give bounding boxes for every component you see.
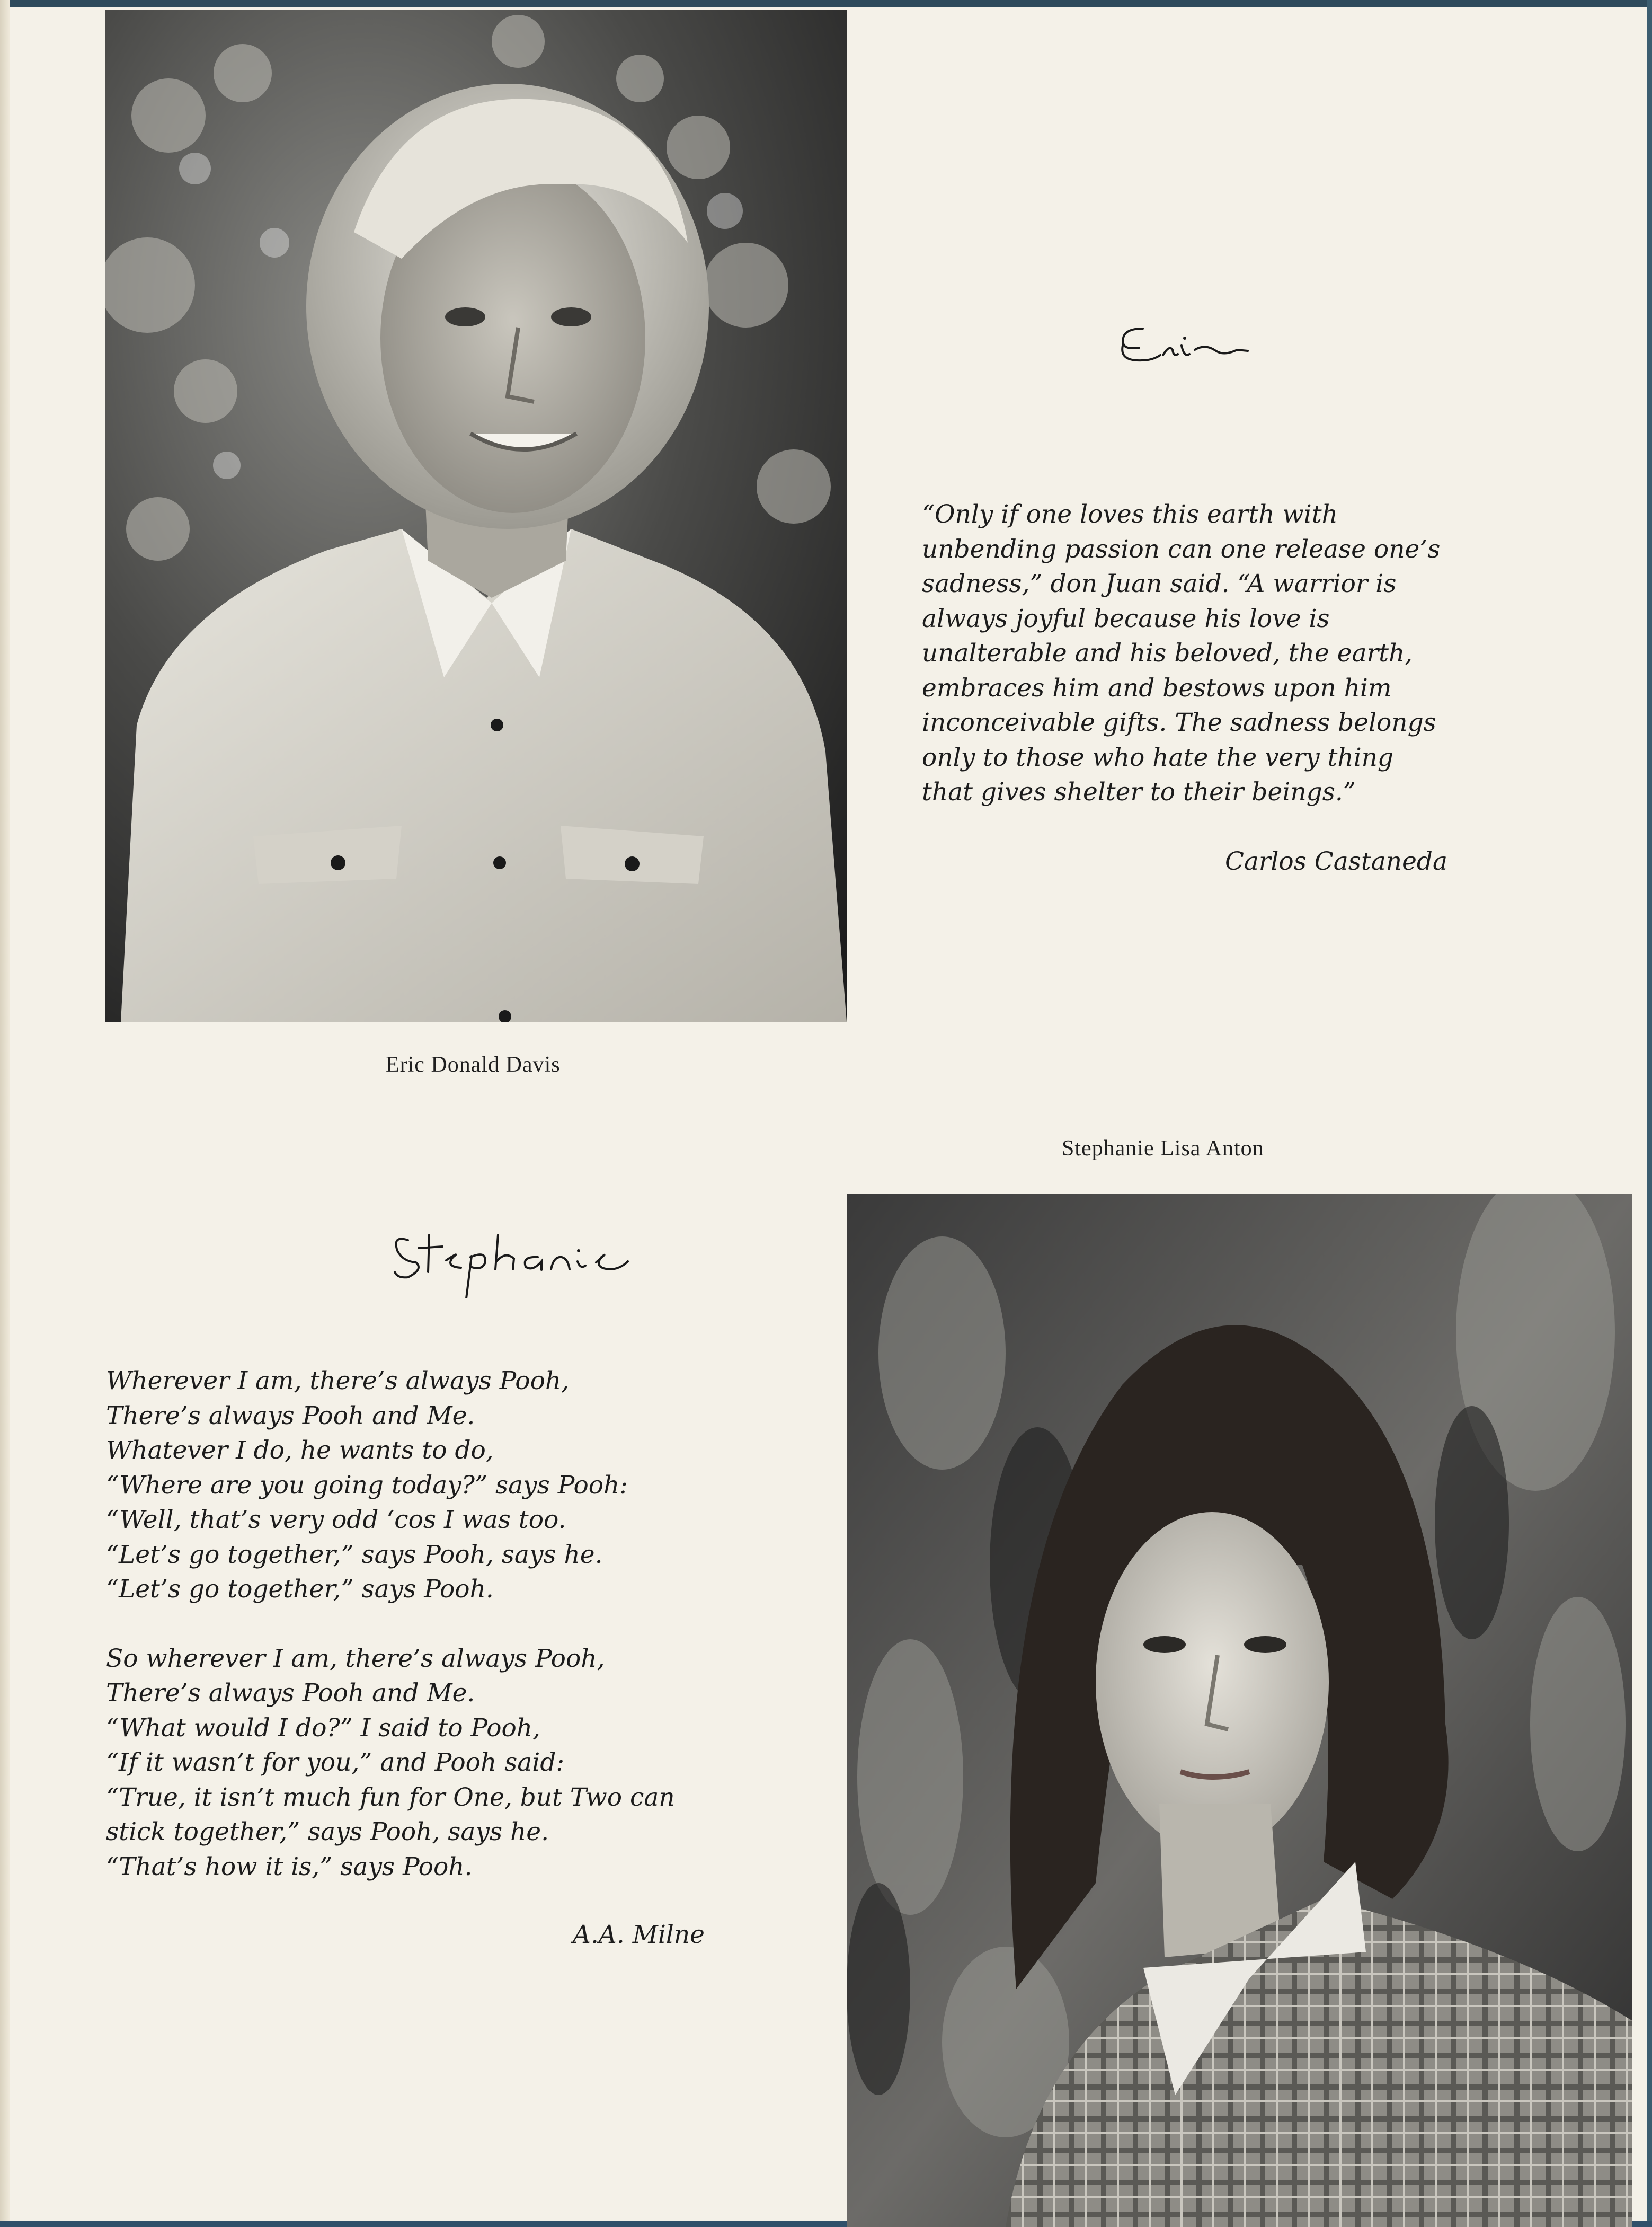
poem-line: “If it wasn’t for you,” and Pooh said: [106, 1748, 565, 1777]
poem-line: “True, it isn’t much fun for One, but Two can [106, 1782, 675, 1812]
eric-quote-attribution: Carlos Castaneda [1224, 847, 1447, 876]
poem-line: “Let’s go together,” says Pooh, says he. [106, 1540, 603, 1569]
poem-line: “That’s how it is,” says Pooh. [106, 1852, 473, 1881]
poem-line: There’s always Pooh and Me. [106, 1678, 475, 1708]
poem-line: There’s always Pooh and Me. [106, 1401, 475, 1430]
poem-line: Wherever I am, there’s always Pooh, [106, 1366, 570, 1395]
quote-line: unalterable and his beloved, the earth, [922, 639, 1413, 668]
stephanie-poem [106, 1364, 675, 1884]
poem-line: “Well, that’s very odd ‘cos I was too. [106, 1505, 566, 1534]
eric-name-caption: Eric Donald Davis [386, 1053, 561, 1077]
poem-line: “What would I do?” I said to Pooh, [106, 1713, 541, 1743]
eric-signature [1110, 313, 1253, 376]
page-edge-left [0, 0, 10, 2227]
poem-line: “Let’s go together,” says Pooh. [106, 1575, 494, 1604]
quote-line: that gives shelter to their beings.” [922, 777, 1356, 807]
quote-line: sadness,” don Juan said. “A warrior is [922, 569, 1397, 598]
quote-line: always joyful because his love is [922, 604, 1330, 633]
poem-line: “Where are you going today?” says Pooh: [106, 1470, 628, 1500]
stanza-gap [106, 1607, 675, 1641]
page-edge-right [1647, 0, 1652, 2227]
page-edge-top [0, 0, 1652, 7]
quote-line: only to those who hate the very thing [922, 743, 1393, 772]
eric-quote [922, 497, 1440, 810]
stephanie-signature [387, 1219, 636, 1298]
quote-line: unbending passion can one release one’s [922, 534, 1441, 564]
poem-line: So wherever I am, there’s always Pooh, [106, 1643, 605, 1673]
eric-portrait-photo [105, 10, 847, 1022]
stephanie-portrait-photo [847, 1194, 1632, 2227]
quote-line: embraces him and bestows upon him [922, 673, 1392, 703]
quote-line: “Only if one loves this earth with [922, 500, 1338, 529]
stephanie-name-caption: Stephanie Lisa Anton [1062, 1136, 1264, 1161]
stephanie-poem-attribution: A.A. Milne [573, 1920, 705, 1949]
poem-line: Whatever I do, he wants to do, [106, 1436, 494, 1465]
poem-line: stick together,” says Pooh, says he. [106, 1817, 549, 1846]
quote-line: inconceivable gifts. The sadness belongs [922, 708, 1436, 737]
